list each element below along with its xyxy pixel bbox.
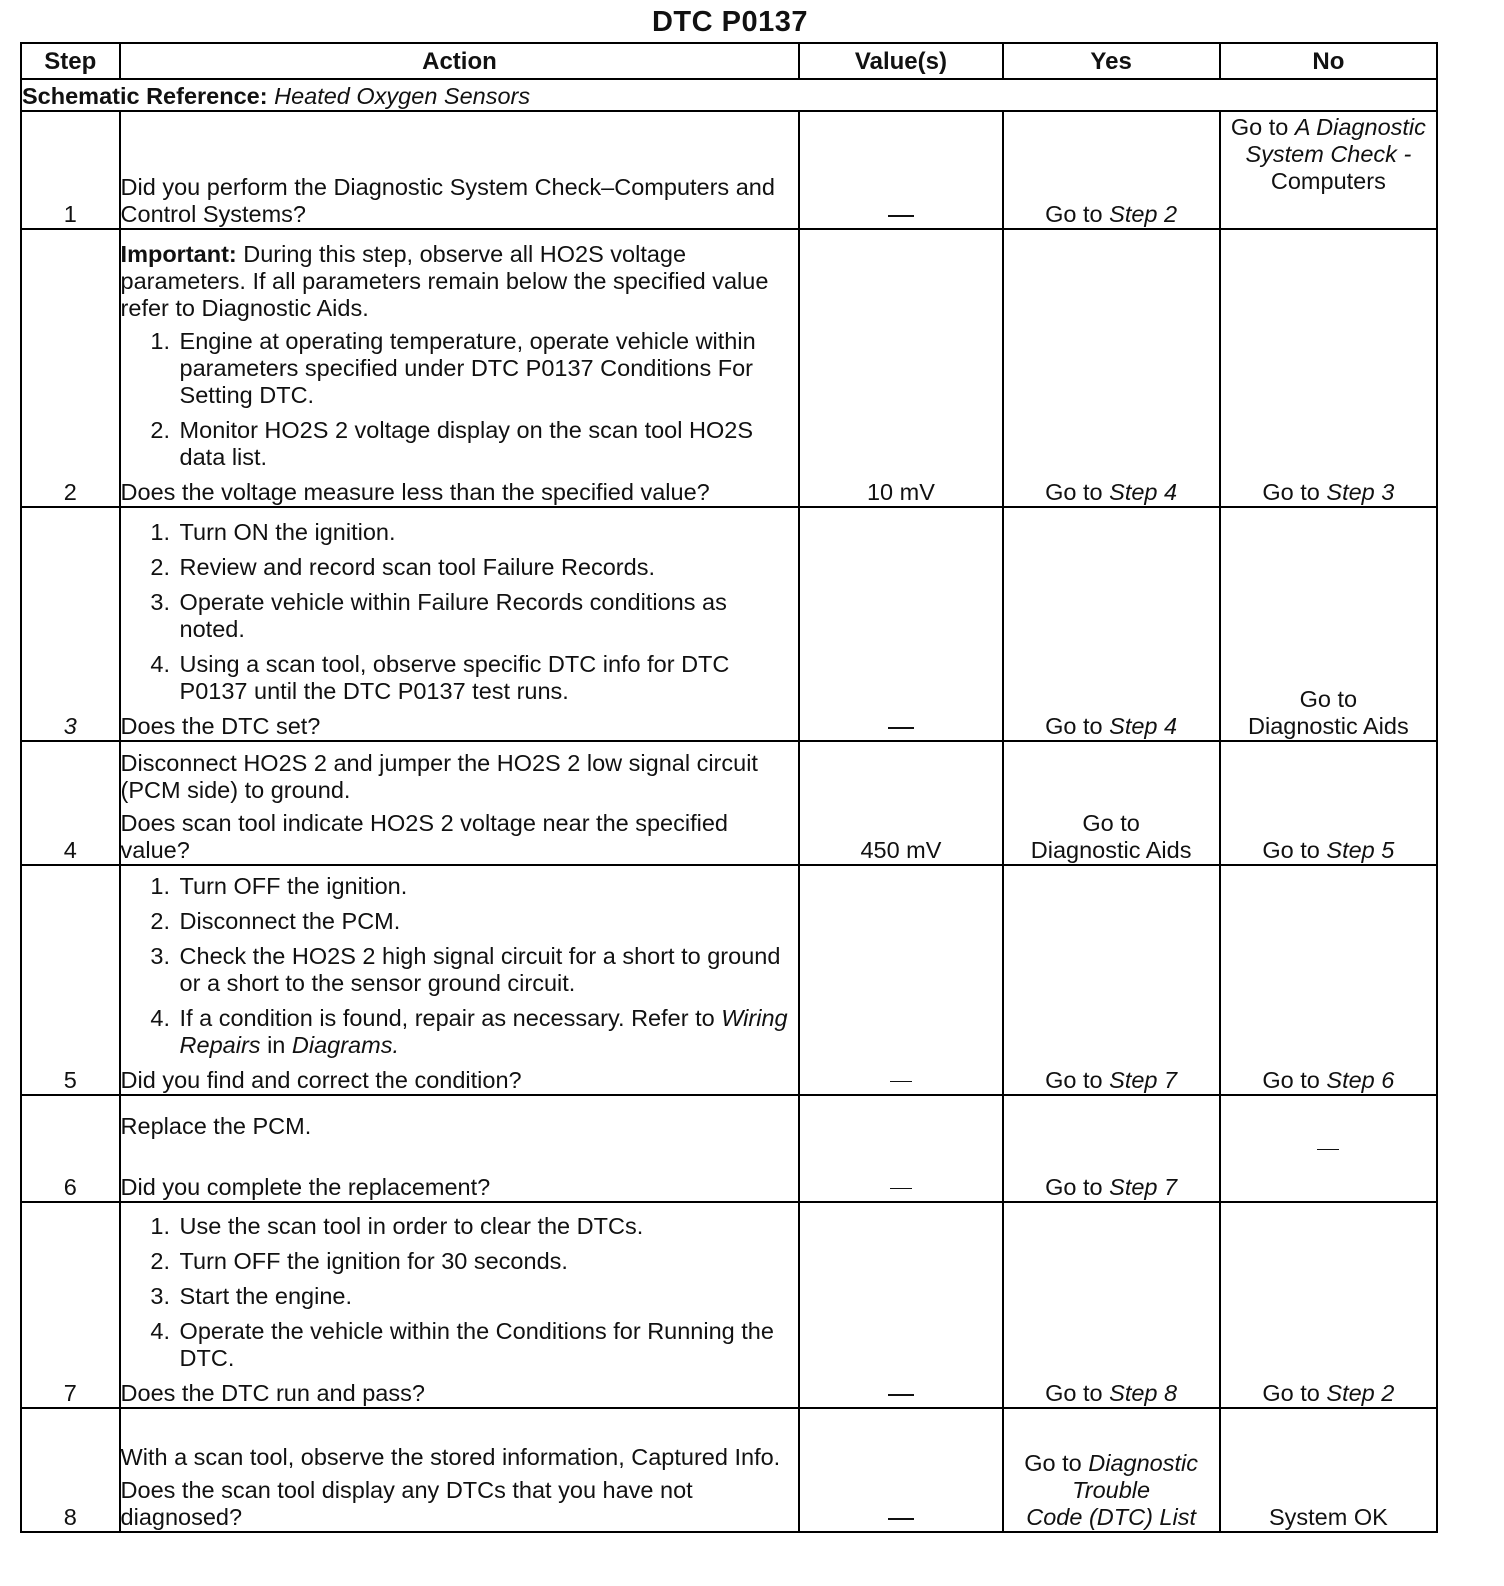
header-action: Action bbox=[120, 43, 800, 79]
diagnostic-aids-link[interactable]: Diagnostic Aids bbox=[1248, 713, 1409, 739]
list-item: 1. Use the scan tool in order to clear the DTCs. bbox=[177, 1213, 799, 1240]
step-link[interactable]: Step 2 bbox=[1326, 1380, 1395, 1406]
action-cell bbox=[120, 865, 800, 1095]
action-question: Does the scan tool display any DTCs that you have not diagnosed? bbox=[120, 1477, 693, 1530]
table-row bbox=[21, 507, 1437, 741]
no-dash bbox=[1317, 1149, 1339, 1150]
yes-cell[interactable] bbox=[1003, 1408, 1220, 1532]
action-cell bbox=[120, 507, 800, 741]
wiring-repairs-link[interactable]: Wiring Repairs bbox=[179, 1005, 788, 1058]
value-cell bbox=[799, 507, 1002, 741]
schematic-value: Heated Oxygen Sensors bbox=[274, 83, 531, 109]
value-cell bbox=[799, 1202, 1002, 1408]
header-row bbox=[21, 43, 1437, 79]
go-to-label: Go to bbox=[1045, 1067, 1103, 1093]
table-row bbox=[21, 229, 1437, 507]
action-list bbox=[121, 1213, 799, 1372]
header-step: Step bbox=[21, 43, 120, 79]
step-link[interactable]: Step 7 bbox=[1109, 1067, 1178, 1093]
list-item: 3. Operate vehicle within Failure Records conditions as noted. bbox=[177, 589, 799, 643]
value-cell bbox=[799, 111, 1002, 229]
table-row bbox=[21, 741, 1437, 865]
table-row bbox=[21, 111, 1437, 229]
yes-cell[interactable] bbox=[1003, 865, 1220, 1095]
list-item: 2. Turn OFF the ignition for 30 seconds. bbox=[177, 1248, 799, 1275]
step-link[interactable]: Step 6 bbox=[1326, 1067, 1395, 1093]
list-item: 2. Disconnect the PCM. bbox=[177, 908, 799, 935]
go-to-label: Go to bbox=[1262, 479, 1320, 505]
go-to-label: Go to bbox=[1045, 1380, 1103, 1406]
action-text: Replace the PCM. bbox=[120, 1113, 312, 1139]
no-cell[interactable] bbox=[1220, 1202, 1437, 1408]
value-cell bbox=[799, 1095, 1002, 1202]
no-cell[interactable] bbox=[1220, 229, 1437, 507]
step-number: 2 bbox=[21, 229, 120, 507]
action-text: With a scan tool, observe the stored information, Captured Info. bbox=[120, 1444, 781, 1470]
value-dash bbox=[888, 1394, 914, 1396]
step-link[interactable]: Step 5 bbox=[1326, 837, 1395, 863]
list-item-text: If a condition is found, repair as necessary. Refer to bbox=[179, 1005, 715, 1031]
action-list bbox=[121, 519, 799, 705]
diagnostic-system-check-link[interactable]: A Diagnostic System Check - bbox=[1245, 114, 1426, 167]
important-text: During this step, observe all HO2S voltage parameters. If all parameters remain below the specified value refer to Diagnostic Aids. bbox=[120, 241, 769, 321]
table-row bbox=[21, 1095, 1437, 1202]
no-cell[interactable] bbox=[1220, 507, 1437, 741]
header-no: No bbox=[1220, 43, 1437, 79]
no-cell: System OK bbox=[1220, 1408, 1437, 1532]
step-number: 1 bbox=[21, 111, 120, 229]
diagnostic-table bbox=[20, 42, 1438, 1533]
value-dash bbox=[890, 1188, 912, 1189]
go-to-label: Go to bbox=[1262, 1067, 1320, 1093]
list-item: 2. Monitor HO2S 2 voltage display on the scan tool HO2S data list. bbox=[177, 417, 799, 471]
action-question: Does the DTC set? bbox=[120, 713, 321, 739]
go-to-label: Go to bbox=[1082, 810, 1140, 836]
go-to-label: Go to bbox=[1262, 1380, 1320, 1406]
value-dash bbox=[888, 1518, 914, 1520]
list-item bbox=[177, 1005, 799, 1059]
important-label: Important: bbox=[120, 241, 237, 267]
no-cell[interactable] bbox=[1220, 111, 1437, 229]
action-list bbox=[121, 328, 799, 471]
step-link[interactable]: Step 8 bbox=[1109, 1380, 1178, 1406]
schematic-row bbox=[21, 79, 1437, 111]
no-cell[interactable] bbox=[1220, 865, 1437, 1095]
no-cell bbox=[1220, 1095, 1437, 1202]
action-list bbox=[121, 873, 799, 1059]
step-link[interactable]: Step 2 bbox=[1109, 201, 1178, 227]
yes-cell[interactable] bbox=[1003, 111, 1220, 229]
action-cell bbox=[120, 229, 800, 507]
list-item: 2. Review and record scan tool Failure Records. bbox=[177, 554, 799, 581]
action-cell bbox=[120, 741, 800, 865]
step-link[interactable]: Step 4 bbox=[1109, 713, 1178, 739]
action-cell bbox=[120, 1202, 800, 1408]
value-dash bbox=[890, 1081, 912, 1082]
step-number: 6 bbox=[21, 1095, 120, 1202]
diagrams-link[interactable]: Diagrams. bbox=[291, 1032, 399, 1058]
schematic-label: Schematic Reference: bbox=[22, 83, 268, 109]
computers-label: Computers bbox=[1270, 168, 1386, 194]
step-number: 5 bbox=[21, 865, 120, 1095]
important-note bbox=[121, 241, 799, 322]
go-to-label: Go to bbox=[1299, 686, 1358, 712]
in-label: in bbox=[267, 1032, 286, 1058]
yes-cell[interactable] bbox=[1003, 1095, 1220, 1202]
action-cell bbox=[120, 1408, 800, 1532]
action-text: Disconnect HO2S 2 and jumper the HO2S 2 low signal circuit (PCM side) to ground. bbox=[120, 750, 758, 803]
page-title: DTC P0137 bbox=[651, 6, 808, 38]
value-cell bbox=[799, 1408, 1002, 1532]
header-values: Value(s) bbox=[799, 43, 1002, 79]
action-cell bbox=[120, 1095, 800, 1202]
schematic-reference bbox=[21, 79, 1437, 111]
action-question: Does the DTC run and pass? bbox=[120, 1380, 425, 1406]
step-number: 3 bbox=[21, 507, 120, 741]
table-row bbox=[21, 1202, 1437, 1408]
go-to-label: Go to bbox=[1024, 1450, 1082, 1476]
step-link[interactable]: Step 3 bbox=[1326, 479, 1395, 505]
dtc-list-link[interactable]: Diagnostic Trouble Code (DTC) List bbox=[1026, 1450, 1198, 1530]
value-cell: 10 mV bbox=[799, 229, 1002, 507]
step-link[interactable]: Step 7 bbox=[1109, 1174, 1178, 1200]
go-to-label: Go to bbox=[1045, 713, 1103, 739]
table-row bbox=[21, 865, 1437, 1095]
yes-cell[interactable] bbox=[1003, 229, 1220, 507]
action-question: Did you perform the Diagnostic System Check–Computers and Control Systems? bbox=[120, 174, 775, 227]
list-item: 3. Check the HO2S 2 high signal circuit for a short to ground or a short to the sensor ground circuit. bbox=[177, 943, 799, 997]
header-yes: Yes bbox=[1003, 43, 1220, 79]
go-to-label: Go to bbox=[1045, 201, 1103, 227]
step-number: 4 bbox=[21, 741, 120, 865]
go-to-label: Go to bbox=[1045, 1174, 1103, 1200]
list-item: 3. Start the engine. bbox=[177, 1283, 799, 1310]
yes-cell[interactable] bbox=[1003, 507, 1220, 741]
yes-cell[interactable] bbox=[1003, 1202, 1220, 1408]
go-to-label: Go to bbox=[1230, 114, 1289, 140]
value-dash bbox=[888, 215, 914, 217]
go-to-label: Go to bbox=[1045, 479, 1103, 505]
table-row bbox=[21, 1408, 1437, 1532]
step-number: 8 bbox=[21, 1408, 120, 1532]
value-cell bbox=[799, 865, 1002, 1095]
list-item: 1. Turn ON the ignition. bbox=[177, 519, 799, 546]
value-cell: 450 mV bbox=[799, 741, 1002, 865]
no-cell[interactable] bbox=[1220, 741, 1437, 865]
list-item: 4. Using a scan tool, observe specific DTC info for DTC P0137 until the DTC P0137 test runs. bbox=[177, 651, 799, 705]
action-cell bbox=[120, 111, 800, 229]
yes-cell[interactable] bbox=[1003, 741, 1220, 865]
action-question: Did you find and correct the condition? bbox=[120, 1067, 522, 1093]
value-dash bbox=[888, 727, 914, 729]
diagnostic-aids-link[interactable]: Diagnostic Aids bbox=[1030, 837, 1192, 863]
go-to-label: Go to bbox=[1262, 837, 1320, 863]
list-item: 4. Operate the vehicle within the Conditions for Running the DTC. bbox=[177, 1318, 799, 1372]
step-number: 7 bbox=[21, 1202, 120, 1408]
action-question: Does scan tool indicate HO2S 2 voltage near the specified value? bbox=[120, 810, 728, 863]
list-item: 1. Engine at operating temperature, operate vehicle within parameters specified under DTC P0137 Conditions For Setting DTC. bbox=[177, 328, 799, 409]
list-item: 1. Turn OFF the ignition. bbox=[177, 873, 799, 900]
action-question: Does the voltage measure less than the specified value? bbox=[120, 479, 710, 505]
step-link[interactable]: Step 4 bbox=[1109, 479, 1178, 505]
action-question: Did you complete the replacement? bbox=[120, 1174, 491, 1200]
